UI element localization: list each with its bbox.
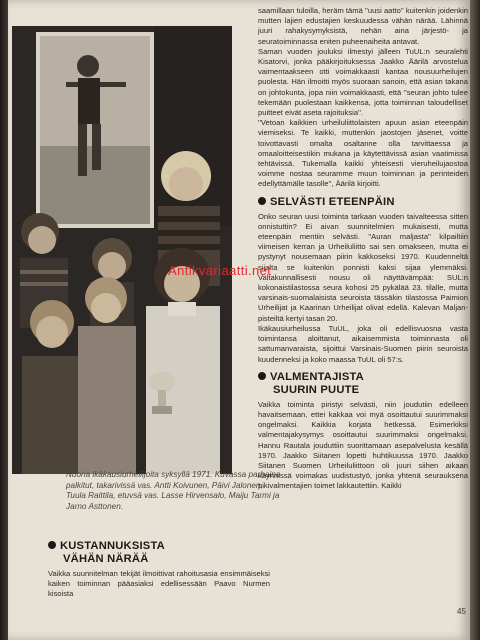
heading-valmentajista: [258, 371, 468, 397]
heading-line-1: KUSTANNUKSISTA: [60, 540, 165, 552]
heading-kustannuksista: [48, 540, 270, 566]
bullet-icon: [258, 197, 266, 205]
heading-line-1: VALMENTAJISTA: [270, 370, 364, 383]
heading-line-2: SUURIN PUUTE: [273, 383, 360, 396]
magazine-page: [8, 0, 470, 640]
left-column: [48, 540, 270, 606]
right-body-2: Onko seuran uusi toiminta tarkaan vuoden taivalteessa sitten onnistuttin? Ei aivan suunnitelmien mukaisesti, mutta eteenpäin mentiin selvästi. ''Auran maljasta'' kilpailtiin viimeisen kerran ja Urheiluliitto sai sen omakseen, mutta ei pystynyt nousemaan piirin kakkoseksi 1970. Kuudenneltä sijalta se kuitenkin ponnisti kaksi sijaa ylemmäksi. Valtakunnallisesti nousu oli näyttävämpää: SUL:n kokonaistilastossa seura kohosi 25 pykälää 23. tilalle, mutta varsinais-suomalaisista seuroista tässäkin tilastossa Paimion Urheilijat ja Kaarinan Urheilijat olivat edellä. Kalevan Maljan-pisteiltä kertyi tasan 20. Ikäkausiurheilussa TuUL, joka oli edellisvuosna vasta toimintansa aloittanut, aikaisemmista toiminnasta oli sattumanvaraista, sijoittui Varsinais-Suomen piirin seuroista kuudenneksi ja koko maassa TuUL oli 57:s.: [258, 211, 468, 364]
left-body-text: Vaikka suunnitelman tekijät ilmoittivat rahoitusasia ensimmäiseksi kaiken toiminnan pääasiaksi edellisessään Paavo Nurmen kisoista: [48, 569, 270, 599]
team-photo: [12, 26, 232, 474]
photo-caption: Nuoria ikäkausiurheilijoita syksyllä 1971. Kuvassa parhaina palkitut, takarivissä vas. Antti Koivunen, Päivi Jalonen, Tuula Raittila, etuvsä vas. Lasse Hirvensalo, Maiju Tarmi ja Jarno Asttonen.: [66, 470, 281, 511]
page-edge-shadow: [470, 0, 480, 640]
bullet-icon: [258, 372, 266, 380]
watermark: Antikvariaatti.net: [168, 263, 272, 278]
right-column: [258, 6, 468, 498]
bullet-icon: [48, 541, 56, 549]
heading-text: SELVÄSTI ETEENPÄIN: [270, 195, 395, 208]
heading-selvasti-eteenpain: [258, 196, 468, 209]
right-intro-text: saamillaan tuloilla, heräm tämä ''uusi aatto'' kuitenkin joidenkin mutten lajien edustajien keskuudessa vähän närää. Lähinnä juuri rahakysymyksistä, nehän aina järjestö- ja seuratoiminnassa eniten puheenaiheita antavat. Saman vuoden jouluksi ilmestyi jälleen TuUL:n seuralehti Kisatorvi, jonka pääkirjoituksessa Jaakko Äärilä arvostelua vaimentaakseen otti voimakkaasti kantaa nousuurheilujen puolesta. Hän ilmoitti myös suoraan sanoin, että asian takana on johtokunta, jopa niin voimakkaasti, että ''seuran johto tulee tekemään puolestaan kaikkensa, jotta toiminnan taloudelliset puitteet eivät aseta rajoituksia''. ''Vetoan kaikkien urheiluliittolaisten apuun asian eteenpäin viemiseksi. Te kaikki, muttenkin jaostojen jäsenet, voitte toivottavasti omalta osaltanne olla tarvittaessa ja omaaloitteisestikin mukana ja käytettävissä asian vaatimissa tehtävissä. Tukemalla kaikki yhteisesti vieruheilujaostoa voimme nostaa seuramme muun toiminnan ja perinteiden edellyttämälle tasolle'', Äärilä kirjoitti.: [258, 6, 468, 189]
heading-line-2: VÄHÄN NÄRÄÄ: [63, 553, 149, 565]
photo-illustration: [12, 26, 232, 474]
page-number: 45: [457, 607, 466, 616]
right-body-3: Vaikka toiminta piristyi selvästi, niin joudutiin edelleen havaitsemaan, ettei kakkaa voi myä osoittautui suurimmaksi ongelmaksi. Kaikkia korjata hetkessä. Esimerkiksi valmentajakysymys osoittautui suurimmaksi ongelmaksi. Hannu Rautala jouduttiin suorittamaan asepalvelusta kesällä 1970. Jaakko Siitanen lopetti huhtikuussa 1970. Jaakko Siitanen Suomen Urheiluliittoon oli juuri siihen aikaan käynnissä voimakas uudistustyö, jonka yhtenä seurauksena pikivalmentajien toimet lakkautettiin. Kaikki: [258, 399, 468, 491]
